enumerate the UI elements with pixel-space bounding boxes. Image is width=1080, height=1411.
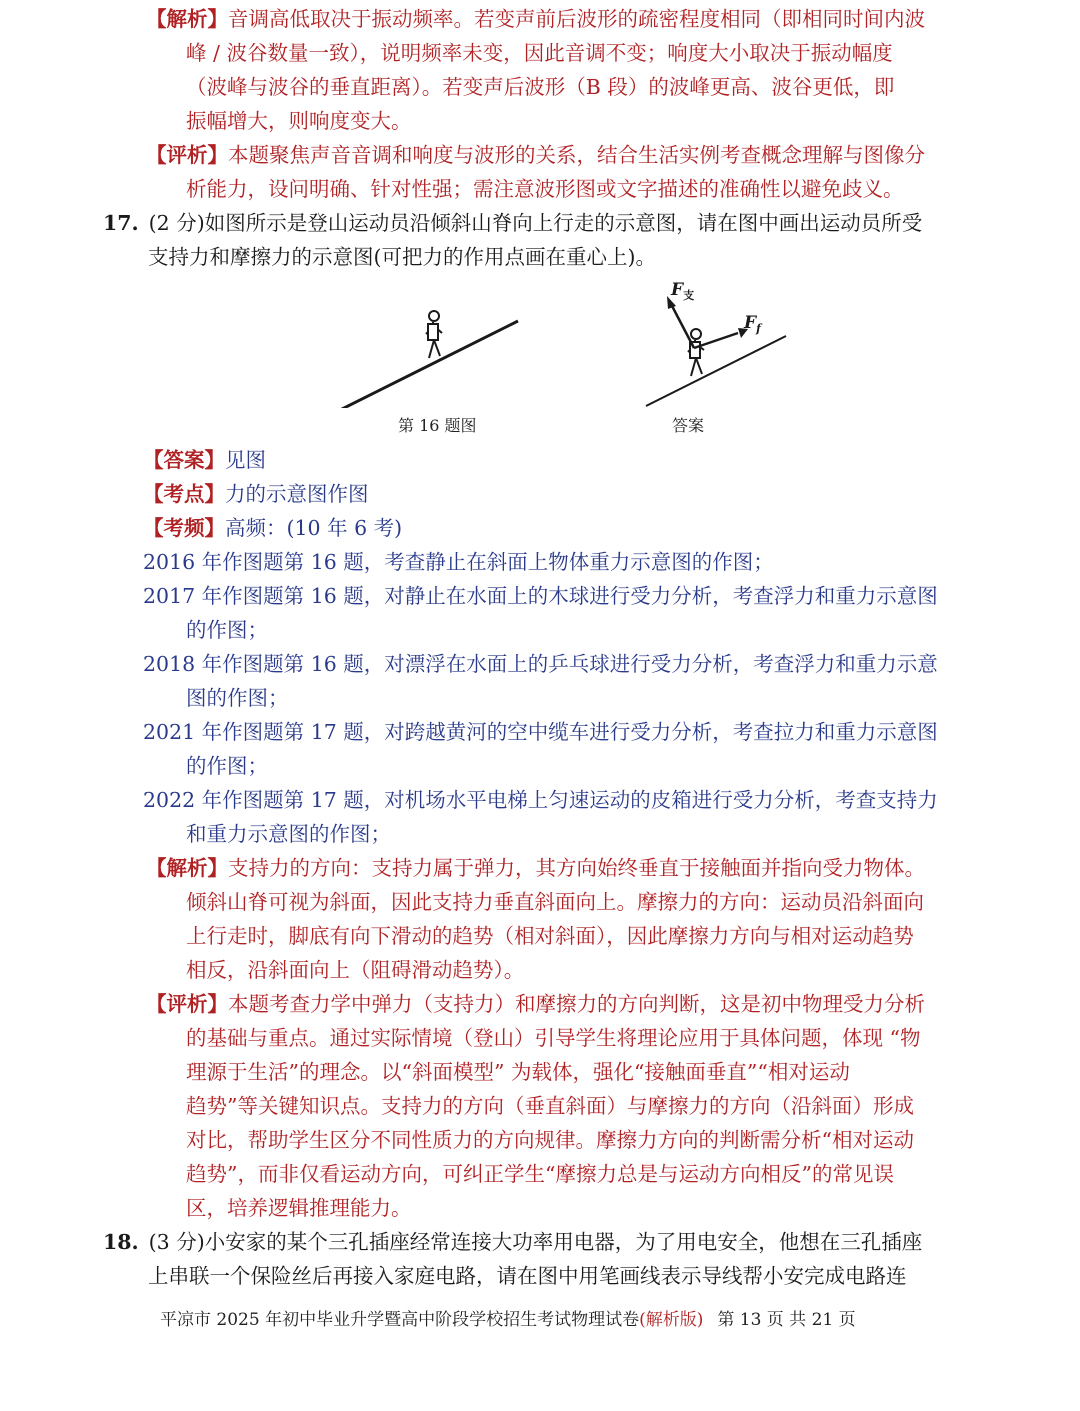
q17-kaodian: 【考点】力的示意图作图 (143, 482, 369, 506)
history-line-2: 2017 年作图题第 16 题，对静止在水面上的木球进行受力分析，考查浮力和重力示意图 (143, 584, 938, 608)
q17-jiexi-line-1: 【解析】支持力的方向：支持力属于弹力，其方向始终垂直于接触面并指向受力物体。 (146, 856, 925, 880)
force-friction-label: $F_f$ (744, 313, 761, 335)
prev-jiexi-tag: 【解析】 (146, 7, 228, 31)
kaopin-tag: 【考频】 (143, 516, 225, 540)
slope-right (646, 336, 786, 406)
history-line-8: 2022 年作图题第 17 题，对机场水平电梯上匀速运动的皮箱进行受力分析，考查支持力 (143, 788, 938, 812)
prev-pingxi-line-1: 【评析】本题聚焦声音音调和响度与波形的关系，结合生活实例考查概念理解与图像分 (146, 143, 925, 167)
figure-left-caption: 第 16 题图 (398, 416, 477, 435)
q17-line-2: 支持力和摩擦力的示意图(可把力的作用点画在重心上)。 (148, 245, 656, 269)
prev-jiexi-line-4: 振幅增大，则响度变大。 (186, 109, 412, 133)
prev-jiexi-line-2: 峰 / 波谷数量一致），说明频率未变，因此音调不变；响度大小取决于振动幅度 (186, 41, 893, 65)
climber-right (688, 329, 704, 376)
footer-page-number: 第 13 页 共 21 页 (717, 1310, 856, 1330)
page-footer (160, 1308, 856, 1332)
q17-jiexi-line-4: 相反，沿斜面向上（阻碍滑动趋势）。 (186, 958, 525, 982)
history-line-3: 的作图； (186, 618, 268, 642)
q17-pingxi-line-3: 理源于生活”的理念。以“斜面模型” 为载体，强化“接触面垂直”“相对运动 (186, 1060, 850, 1084)
q17-pingxi-line-2: 的基础与重点。通过实际情境（登山）引导学生将理论应用于具体问题，体现 “物 (186, 1026, 921, 1050)
q17-jiexi-tag: 【解析】 (146, 856, 228, 880)
force-friction-arrow (694, 328, 748, 348)
q17-pingxi-line-7: 区，培养逻辑推理能力。 (186, 1196, 412, 1220)
force-support-label: $F_支$ (671, 280, 695, 302)
q17-jiexi-line-2: 倾斜山脊可视为斜面，因此支持力垂直斜面向上。摩擦力的方向：运动员沿斜面向 (186, 890, 924, 914)
force-support-arrow (667, 296, 694, 348)
climber-left (426, 311, 442, 358)
q18-number: 18. (103, 1230, 139, 1254)
answer-tag: 【答案】 (143, 448, 225, 472)
prev-jiexi-line-3: （波峰与波谷的垂直距离）。若变声后波形（B 段）的波峰更高、波谷更低，即 (186, 75, 895, 99)
history-line-4: 2018 年作图题第 16 题，对漂浮在水面上的乒乓球进行受力分析，考查浮力和重力示意 (143, 652, 938, 676)
history-line-5: 图的作图； (186, 686, 289, 710)
q17-number: 17. (103, 211, 139, 235)
prev-jiexi-line-1: 【解析】音调高低取决于振动频率。若变声前后波形的疏密程度相同（即相同时间内波 (146, 7, 925, 31)
q17-pingxi-line-5: 对比，帮助学生区分不同性质力的方向规律。摩擦力方向的判断需分析“相对运动 (186, 1128, 914, 1152)
kaodian-tag: 【考点】 (143, 482, 225, 506)
prev-pingxi-tag: 【评析】 (146, 143, 228, 167)
prev-pingxi-line-2: 析能力，设问明确、针对性强；需注意波形图或文字描述的准确性以避免歧义。 (186, 177, 904, 201)
q18-line-1: 18. (3 分)小安家的某个三孔插座经常连接大功率用电器，为了用电安全，他想在三孔插座 (103, 1230, 923, 1254)
q17-pingxi-line-1: 【评析】本题考查力学中弹力（支持力）和摩擦力的方向判断，这是初中物理受力分析 (146, 992, 925, 1016)
footer-edition: (解析版) (639, 1310, 704, 1330)
history-line-7: 的作图； (186, 754, 268, 778)
q17-kaopin: 【考频】高频：(10 年 6 考) (143, 516, 403, 540)
q17-pingxi-line-4: 趋势”等关键知识点。支持力的方向（垂直斜面）与摩擦力的方向（沿斜面）形成 (186, 1094, 914, 1118)
history-line-6: 2021 年作图题第 17 题，对跨越黄河的空中缆车进行受力分析，考查拉力和重力示意图 (143, 720, 938, 744)
q17-line-1: 17. (2 分)如图所示是登山运动员沿倾斜山脊向上行走的示意图，请在图中画出运动员所受 (103, 211, 923, 235)
footer-title: 平凉市 2025 年初中毕业升学暨高中阶段学校招生考试物理试卷 (160, 1310, 640, 1330)
q17-figure (320, 278, 800, 408)
q17-pingxi-tag: 【评析】 (146, 992, 228, 1016)
figure-right-caption: 答案 (672, 416, 705, 435)
history-line-1: 2016 年作图题第 16 题，考查静止在斜面上物体重力示意图的作图； (143, 550, 774, 574)
history-line-9: 和重力示意图的作图； (186, 822, 391, 846)
q17-jiexi-line-3: 上行走时，脚底有向下滑动的趋势（相对斜面），因此摩擦力方向与相对运动趋势 (186, 924, 914, 948)
q18-line-2: 上串联一个保险丝后再接入家庭电路，请在图中用笔画线表示导线帮小安完成电路连 (148, 1264, 907, 1288)
q17-answer: 【答案】见图 (143, 448, 266, 472)
q17-pingxi-line-6: 趋势”，而非仅看运动方向，可纠正学生“摩擦力总是与运动方向相反”的常见误 (186, 1162, 894, 1186)
